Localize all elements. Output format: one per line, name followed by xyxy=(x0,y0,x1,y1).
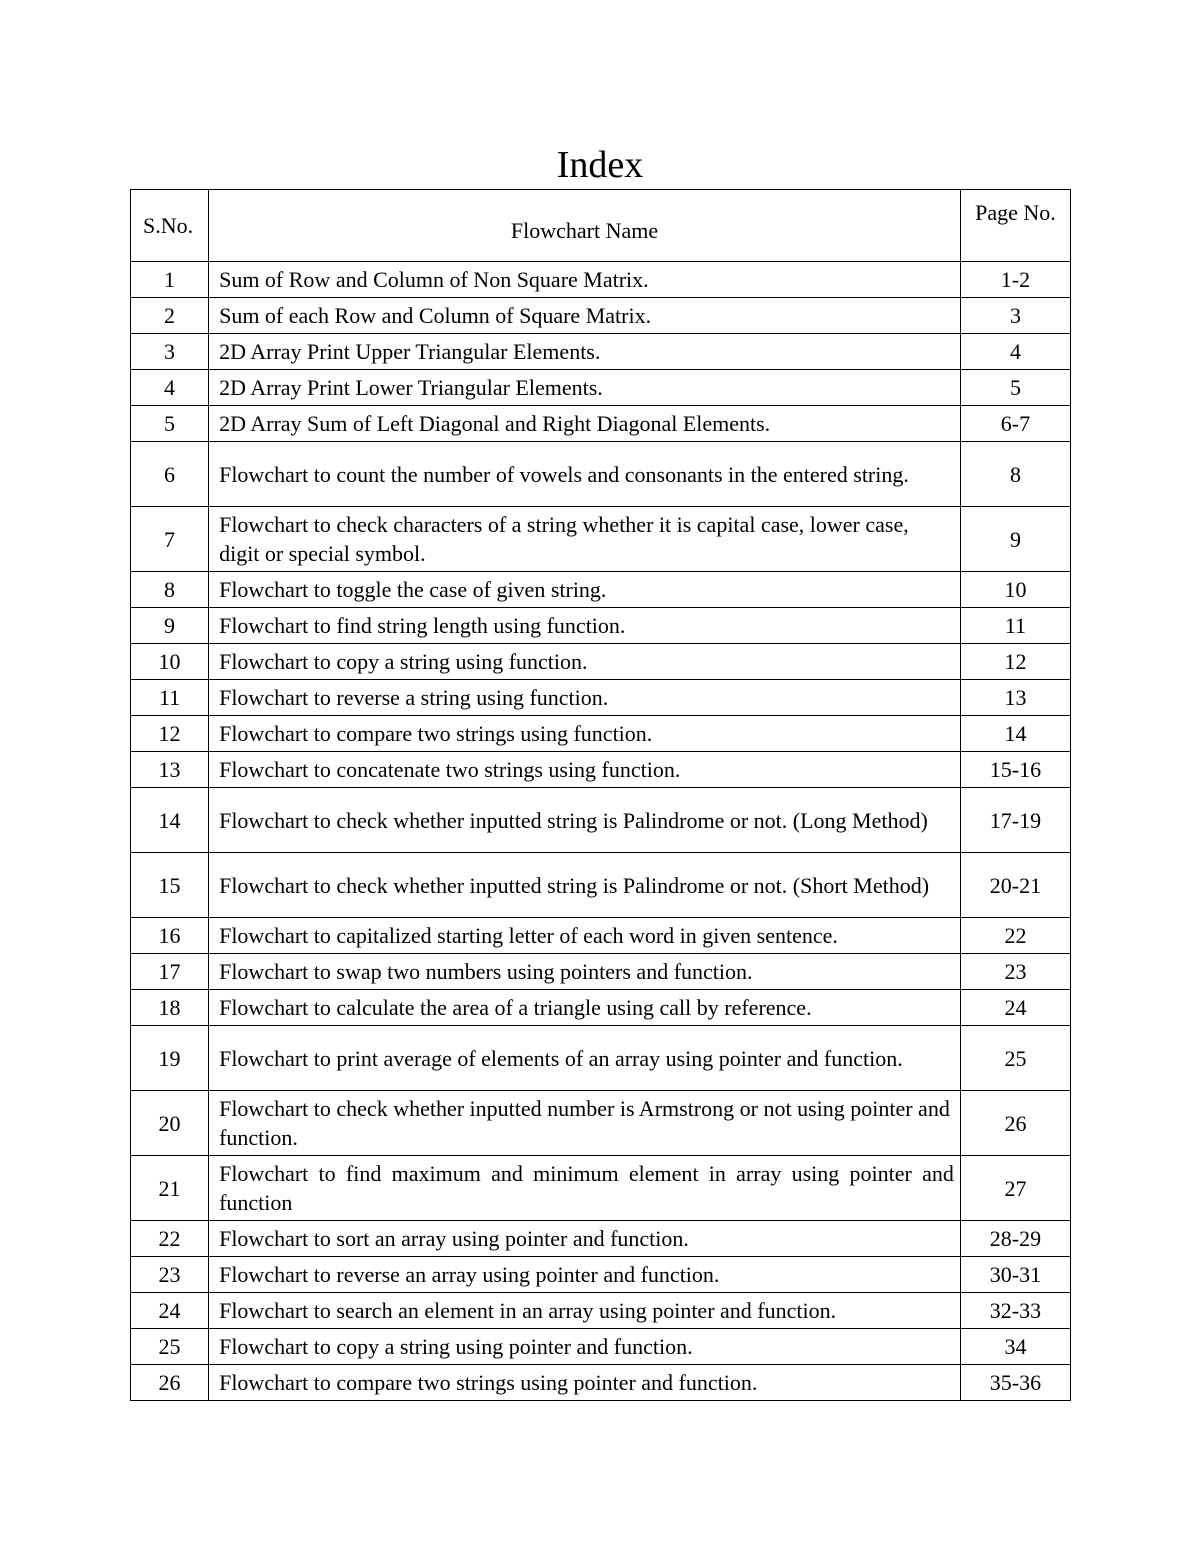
table-row xyxy=(131,406,1071,442)
row-sno: 16 xyxy=(131,918,209,954)
row-page-no: 22 xyxy=(960,918,1070,954)
table-header-row xyxy=(131,190,1071,262)
row-flowchart-name: Flowchart to copy a string using pointer and function. xyxy=(209,1329,961,1365)
page-title: Index xyxy=(556,144,644,186)
row-page-no: 34 xyxy=(960,1329,1070,1365)
row-flowchart-name: Flowchart to count the number of vowels and consonants in the entered string. xyxy=(209,442,961,507)
row-flowchart-name: Flowchart to find string length using function. xyxy=(209,608,961,644)
row-sno: 19 xyxy=(131,1026,209,1091)
table-row xyxy=(131,1365,1071,1401)
table-row xyxy=(131,442,1071,507)
row-page-no: 10 xyxy=(960,572,1070,608)
row-sno: 6 xyxy=(131,442,209,507)
table-row xyxy=(131,298,1071,334)
table-row xyxy=(131,716,1071,752)
row-page-no: 26 xyxy=(960,1091,1070,1156)
row-page-no: 6-7 xyxy=(960,406,1070,442)
row-flowchart-name: 2D Array Sum of Left Diagonal and Right Diagonal Elements. xyxy=(209,406,961,442)
table-row xyxy=(131,1329,1071,1365)
row-page-no: 8 xyxy=(960,442,1070,507)
row-page-no: 27 xyxy=(960,1156,1070,1221)
row-page-no: 4 xyxy=(960,334,1070,370)
row-flowchart-name: Flowchart to toggle the case of given string. xyxy=(209,572,961,608)
row-flowchart-name: Flowchart to check characters of a string whether it is capital case, lower case, digit or special symbol. xyxy=(209,507,961,572)
row-flowchart-name: Flowchart to calculate the area of a triangle using call by reference. xyxy=(209,990,961,1026)
row-flowchart-name: Flowchart to reverse a string using function. xyxy=(209,680,961,716)
row-sno: 26 xyxy=(131,1365,209,1401)
row-flowchart-name: 2D Array Print Lower Triangular Elements. xyxy=(209,370,961,406)
row-page-no: 5 xyxy=(960,370,1070,406)
row-flowchart-name: Flowchart to search an element in an array using pointer and function. xyxy=(209,1293,961,1329)
row-page-no: 30-31 xyxy=(960,1257,1070,1293)
row-page-no: 11 xyxy=(960,608,1070,644)
row-page-no: 3 xyxy=(960,298,1070,334)
table-row xyxy=(131,853,1071,918)
table-row xyxy=(131,507,1071,572)
row-page-no: 9 xyxy=(960,507,1070,572)
table-row xyxy=(131,608,1071,644)
row-sno: 12 xyxy=(131,716,209,752)
row-flowchart-name: Flowchart to concatenate two strings using function. xyxy=(209,752,961,788)
row-sno: 5 xyxy=(131,406,209,442)
row-flowchart-name: Flowchart to check whether inputted string is Palindrome or not. (Long Method) xyxy=(209,788,961,853)
header-flowchart-name: Flowchart Name xyxy=(209,190,961,262)
table-row xyxy=(131,1156,1071,1221)
table-row xyxy=(131,1257,1071,1293)
row-flowchart-name: Flowchart to check whether inputted string is Palindrome or not. (Short Method) xyxy=(209,853,961,918)
table-row xyxy=(131,1026,1071,1091)
table-row xyxy=(131,954,1071,990)
row-page-no: 15-16 xyxy=(960,752,1070,788)
row-flowchart-name: Flowchart to sort an array using pointer and function. xyxy=(209,1221,961,1257)
row-sno: 23 xyxy=(131,1257,209,1293)
table-row xyxy=(131,262,1071,298)
row-flowchart-name: Sum of each Row and Column of Square Matrix. xyxy=(209,298,961,334)
row-page-no: 32-33 xyxy=(960,1293,1070,1329)
table-row xyxy=(131,752,1071,788)
row-flowchart-name: Flowchart to find maximum and minimum element in array using pointer and function xyxy=(209,1156,961,1221)
row-sno: 10 xyxy=(131,644,209,680)
row-flowchart-name: Flowchart to reverse an array using pointer and function. xyxy=(209,1257,961,1293)
row-page-no: 12 xyxy=(960,644,1070,680)
row-sno: 24 xyxy=(131,1293,209,1329)
row-page-no: 24 xyxy=(960,990,1070,1026)
row-sno: 2 xyxy=(131,298,209,334)
row-flowchart-name: Sum of Row and Column of Non Square Matrix. xyxy=(209,262,961,298)
row-sno: 1 xyxy=(131,262,209,298)
table-row xyxy=(131,1293,1071,1329)
row-flowchart-name: Flowchart to compare two strings using function. xyxy=(209,716,961,752)
row-page-no: 13 xyxy=(960,680,1070,716)
row-sno: 7 xyxy=(131,507,209,572)
row-flowchart-name: Flowchart to copy a string using function. xyxy=(209,644,961,680)
table-row xyxy=(131,644,1071,680)
row-flowchart-name: 2D Array Print Upper Triangular Elements. xyxy=(209,334,961,370)
row-sno: 21 xyxy=(131,1156,209,1221)
header-sno: S.No. xyxy=(131,190,209,262)
index-table xyxy=(130,189,1071,1401)
row-page-no: 20-21 xyxy=(960,853,1070,918)
row-flowchart-name: Flowchart to check whether inputted number is Armstrong or not using pointer and function. xyxy=(209,1091,961,1156)
table-row xyxy=(131,334,1071,370)
row-sno: 4 xyxy=(131,370,209,406)
row-sno: 11 xyxy=(131,680,209,716)
table-row xyxy=(131,788,1071,853)
table-row xyxy=(131,990,1071,1026)
row-sno: 14 xyxy=(131,788,209,853)
row-page-no: 25 xyxy=(960,1026,1070,1091)
row-sno: 25 xyxy=(131,1329,209,1365)
table-row xyxy=(131,370,1071,406)
row-sno: 20 xyxy=(131,1091,209,1156)
row-flowchart-name: Flowchart to print average of elements of an array using pointer and function. xyxy=(209,1026,961,1091)
row-flowchart-name: Flowchart to compare two strings using pointer and function. xyxy=(209,1365,961,1401)
row-sno: 22 xyxy=(131,1221,209,1257)
row-sno: 13 xyxy=(131,752,209,788)
row-page-no: 14 xyxy=(960,716,1070,752)
table-row xyxy=(131,572,1071,608)
row-page-no: 1-2 xyxy=(960,262,1070,298)
table-row xyxy=(131,680,1071,716)
row-page-no: 28-29 xyxy=(960,1221,1070,1257)
row-page-no: 35-36 xyxy=(960,1365,1070,1401)
row-sno: 17 xyxy=(131,954,209,990)
row-page-no: 23 xyxy=(960,954,1070,990)
row-sno: 15 xyxy=(131,853,209,918)
row-flowchart-name: Flowchart to capitalized starting letter of each word in given sentence. xyxy=(209,918,961,954)
row-page-no: 17-19 xyxy=(960,788,1070,853)
row-sno: 18 xyxy=(131,990,209,1026)
table-row xyxy=(131,1221,1071,1257)
header-page-no: Page No. xyxy=(960,190,1070,262)
row-sno: 8 xyxy=(131,572,209,608)
row-flowchart-name: Flowchart to swap two numbers using pointers and function. xyxy=(209,954,961,990)
table-row xyxy=(131,1091,1071,1156)
table-row xyxy=(131,918,1071,954)
row-sno: 9 xyxy=(131,608,209,644)
row-sno: 3 xyxy=(131,334,209,370)
